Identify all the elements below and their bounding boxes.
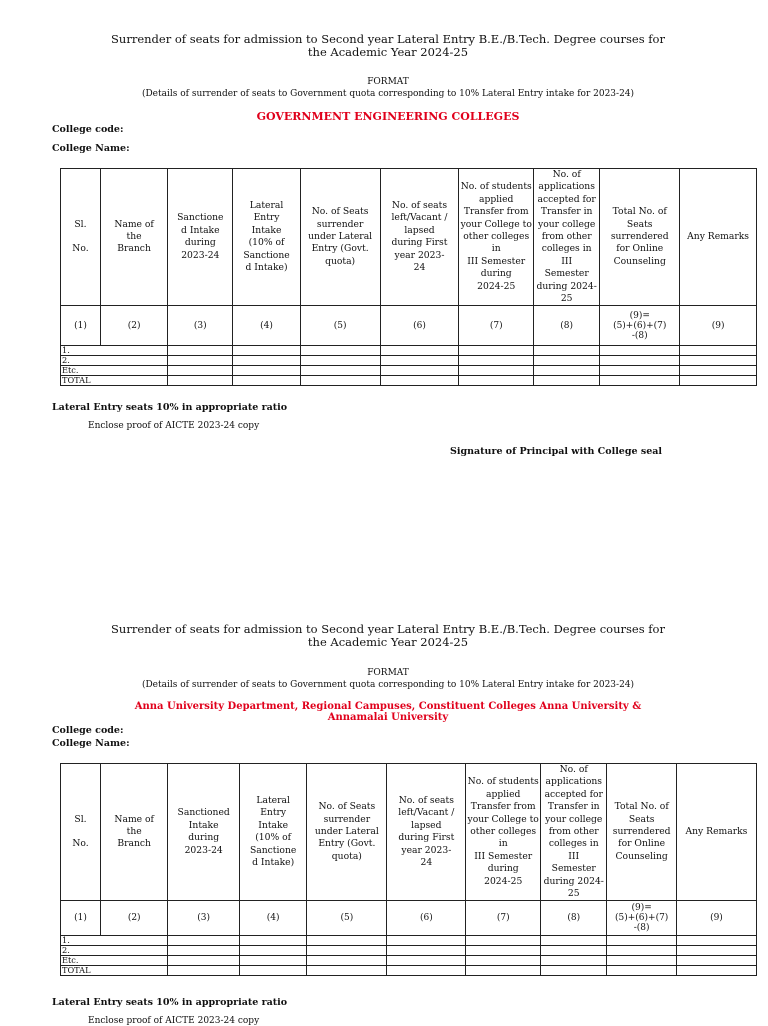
row-serial: 1. (61, 346, 168, 356)
signature-label: Signature of Principal with College seal (449, 446, 662, 457)
college-name-label: College Name: (52, 143, 130, 154)
column-number: (9) (680, 306, 757, 346)
table-row (61, 956, 757, 966)
header-cell: Name of the Branch (100, 169, 167, 306)
column-number: (7) (459, 306, 534, 346)
column-number: (9) (676, 901, 756, 936)
header-row (61, 764, 757, 901)
form-title-line1: Surrender of seats for admission to Second year Lateral Entry B.E./B.Tech. Degree courses for (111, 622, 665, 636)
college-code-label: College code: (52, 124, 124, 135)
header-cell: Lateral Entry Intake (10% of Sanctione d Intake) (233, 169, 300, 306)
total-row (61, 966, 757, 976)
column-number: (7) (466, 901, 541, 936)
column-number: (6) (387, 901, 466, 936)
total-label: TOTAL (61, 966, 168, 976)
column-number: (2) (100, 306, 167, 346)
institution-heading (0, 701, 768, 723)
format-details: (Details of surrender of seats to Government quota corresponding to 10% Lateral Entry intake for 2023-24) (141, 680, 635, 690)
institution-line1: GOVERNMENT ENGINEERING COLLEGES (256, 110, 520, 123)
format-label: FORMAT (367, 668, 409, 678)
header-cell: Total No. of Seats surrendered for Online Counseling (607, 764, 676, 901)
header-cell: No. of applications accepted for Transfer in your college from other colleges in III Semester during 2024- 25 (534, 169, 600, 306)
header-cell: Sanctioned Intake during 2023-24 (168, 764, 240, 901)
header-cell: Any Remarks (676, 764, 756, 901)
header-cell: No. of seats left/Vacant / lapsed during First year 2023- 24 (387, 764, 466, 901)
header-cell: Any Remarks (680, 169, 757, 306)
table-row (61, 936, 757, 946)
header-cell: No. of applications accepted for Transfer in your college from other colleges in III Semester during 2024- 25 (541, 764, 607, 901)
institution-line2: Annamalai University (327, 712, 449, 723)
enclose-note: Enclose proof of AICTE 2023-24 copy (88, 421, 260, 431)
header-cell: Sl. No. (61, 169, 101, 306)
row-serial: 2. (61, 946, 168, 956)
college-name-label: College Name: (52, 738, 130, 749)
column-number: (4) (233, 306, 300, 346)
header-cell: No. of Seats surrender under Lateral Entry (Govt. quota) (300, 169, 380, 306)
row-serial: Etc. (61, 366, 168, 376)
header-cell: No. of Seats surrender under Lateral Entry (Govt. quota) (307, 764, 387, 901)
form-title-line2: the Academic Year 2024-25 (307, 635, 469, 649)
column-number: (9)= (5)+(6)+(7) -(8) (607, 901, 676, 936)
header-cell: Lateral Entry Intake (10% of Sanctione d Intake) (239, 764, 306, 901)
header-cell: No. of students applied Transfer from your College to other colleges in III Semester during 2024-25 (466, 764, 541, 901)
enclose-note: Enclose proof of AICTE 2023-24 copy (88, 1016, 260, 1026)
row-serial: Etc. (61, 956, 168, 966)
column-number: (3) (168, 306, 233, 346)
column-number: (2) (101, 901, 168, 936)
column-number: (8) (534, 306, 600, 346)
form-title-line2: the Academic Year 2024-25 (307, 45, 469, 59)
form-title-line1: Surrender of seats for admission to Second year Lateral Entry B.E./B.Tech. Degree courses for (111, 32, 665, 46)
form-title (0, 623, 768, 649)
column-number: (5) (307, 901, 387, 936)
institution-line1: Anna University Department, Regional Campuses, Constituent Colleges Anna University & (134, 701, 642, 712)
column-number: (8) (541, 901, 607, 936)
lateral-entry-note: Lateral Entry seats 10% in appropriate ratio (52, 997, 288, 1008)
lateral-entry-note: Lateral Entry seats 10% in appropriate ratio (52, 402, 288, 413)
format-details: (Details of surrender of seats to Government quota corresponding to 10% Lateral Entry intake for 2023-24) (141, 89, 635, 99)
column-number: (1) (61, 306, 101, 346)
row-serial: 2. (61, 356, 168, 366)
column-number-row (61, 901, 757, 936)
row-serial: 1. (61, 936, 168, 946)
header-cell: No. of students applied Transfer from your College to other colleges in III Semester during 2024-25 (459, 169, 534, 306)
column-number: (6) (380, 306, 459, 346)
header-cell: Sanctione d Intake during 2023-24 (168, 169, 233, 306)
column-number: (4) (239, 901, 306, 936)
header-cell: Sl. No. (61, 764, 101, 901)
column-number: (5) (300, 306, 380, 346)
column-number: (1) (61, 901, 101, 936)
format-label: FORMAT (367, 77, 409, 87)
header-cell: Name of the Branch (101, 764, 168, 901)
column-number: (9)= (5)+(6)+(7) -(8) (600, 306, 680, 346)
column-number: (3) (168, 901, 240, 936)
header-cell: No. of seats left/Vacant / lapsed during First year 2023- 24 (380, 169, 459, 306)
college-code-label: College code: (52, 725, 124, 736)
header-cell: Total No. of Seats surrendered for Online Counseling (600, 169, 680, 306)
total-label: TOTAL (61, 376, 168, 386)
surrender-table (60, 763, 757, 976)
table-row (61, 946, 757, 956)
